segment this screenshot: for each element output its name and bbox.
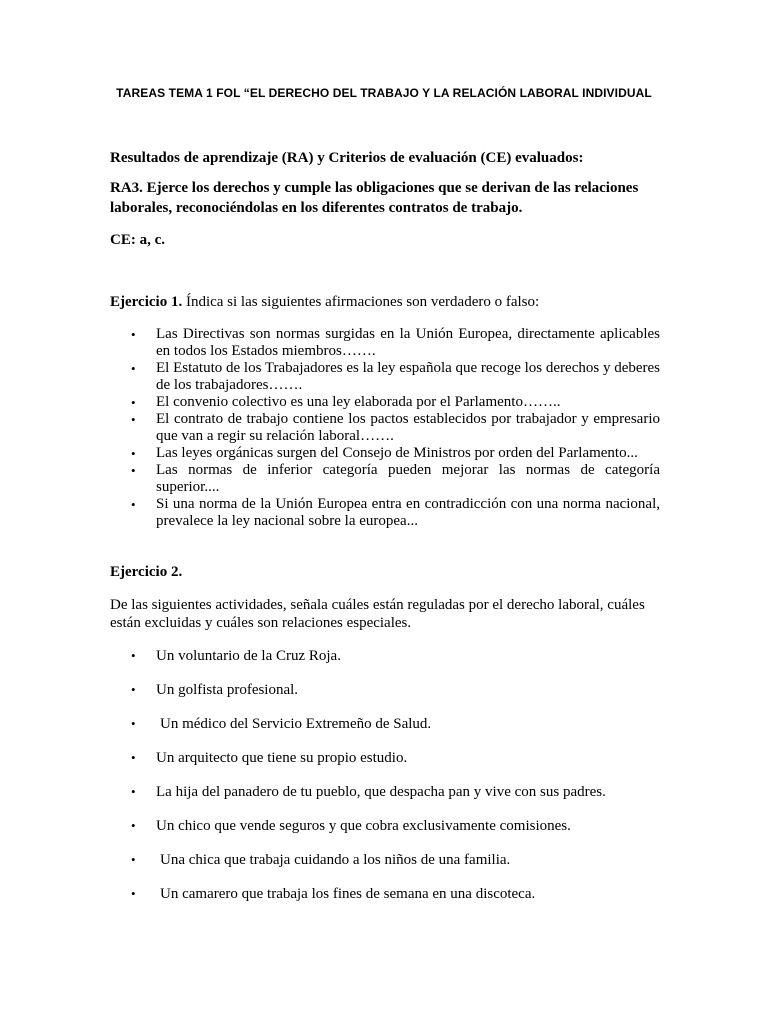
list-item-text: Un arquitecto que tiene su propio estudio. bbox=[156, 750, 408, 766]
bullet-icon: • bbox=[131, 750, 136, 765]
list-item bbox=[110, 850, 660, 884]
exercise1-heading bbox=[110, 292, 660, 312]
ra-heading: Resultados de aprendizaje (RA) y Criterios de evaluación (CE) evaluados: bbox=[110, 150, 584, 166]
bullet-icon: • bbox=[131, 886, 136, 901]
list-item bbox=[110, 394, 660, 411]
list-item bbox=[110, 646, 660, 680]
bullet-icon: • bbox=[131, 682, 136, 697]
bullet-icon: • bbox=[131, 446, 136, 461]
list-item bbox=[110, 782, 660, 816]
list-item-text: Las normas de inferior categoría pueden mejorar las normas de categoría superior.... bbox=[156, 462, 660, 495]
exercise2-instruction: De las siguientes actividades, señala cuáles están reguladas por el derecho laboral, cuáles están excluidas y cuáles son relaciones especiales. bbox=[110, 597, 645, 631]
list-item-text: Un camarero que trabaja los fines de semana en una discoteca. bbox=[160, 886, 536, 902]
bullet-icon: • bbox=[131, 395, 136, 410]
list-item-text: Un médico del Servicio Extremeño de Salud. bbox=[160, 716, 432, 732]
list-item bbox=[110, 496, 660, 530]
exercise1-label: Ejercicio 1. bbox=[110, 294, 183, 310]
document-title: TAREAS TEMA 1 FOL “EL DERECHO DEL TRABAJO Y LA RELACIÓN LABORAL INDIVIDUAL bbox=[116, 86, 652, 100]
list-item bbox=[110, 816, 660, 850]
list-item bbox=[110, 445, 660, 462]
list-item-text: Si una norma de la Unión Europea entra en contradicción con una norma nacional, prevalece la ley nacional sobre la europea... bbox=[156, 496, 660, 529]
list-item-text: La hija del panadero de tu pueblo, que despacha pan y vive con sus padres. bbox=[156, 784, 606, 800]
list-item-text: El Estatuto de los Trabajadores es la ley española que recoge los derechos y deberes de los trabajadores……. bbox=[156, 360, 661, 393]
list-item-text: Una chica que trabaja cuidando a los niños de una familia. bbox=[160, 852, 511, 868]
list-item bbox=[110, 748, 660, 782]
bullet-icon: • bbox=[131, 648, 136, 663]
bullet-icon: • bbox=[131, 327, 136, 342]
list-item bbox=[110, 680, 660, 714]
bullet-icon: • bbox=[131, 818, 136, 833]
list-item-text: Un golfista profesional. bbox=[156, 682, 299, 698]
list-item-text: Un voluntario de la Cruz Roja. bbox=[156, 648, 341, 664]
bullet-icon: • bbox=[131, 361, 136, 376]
list-item-text: Un chico que vende seguros y que cobra exclusivamente comisiones. bbox=[156, 818, 571, 834]
exercise2-list bbox=[110, 646, 660, 918]
ra3-statement: RA3. Ejerce los derechos y cumple las obligaciones que se derivan de las relaciones laborales, reconociéndolas en los diferentes contratos de trabajo. bbox=[110, 180, 639, 216]
list-item bbox=[110, 411, 660, 445]
bullet-icon: • bbox=[131, 463, 136, 478]
bullet-icon: • bbox=[131, 784, 136, 799]
list-item-text: El convenio colectivo es una ley elaborada por el Parlamento…….. bbox=[156, 394, 561, 410]
exercise1-list bbox=[110, 326, 660, 530]
bullet-icon: • bbox=[131, 412, 136, 427]
bullet-icon: • bbox=[131, 497, 136, 512]
list-item bbox=[110, 884, 660, 918]
list-item-text: El contrato de trabajo contiene los pactos establecidos por trabajador y empresario que van a regir su relación laboral……. bbox=[156, 411, 660, 444]
list-item bbox=[110, 462, 660, 496]
list-item bbox=[110, 326, 660, 360]
ce-criteria: CE: a, c. bbox=[110, 232, 165, 248]
list-item-text: Las Directivas son normas surgidas en la Unión Europea, directamente aplicables en todos los Estados miembros……. bbox=[156, 326, 660, 359]
bullet-icon: • bbox=[131, 852, 136, 867]
exercise1-instruction: Índica si las siguientes afirmaciones son verdadero o falso: bbox=[182, 294, 540, 310]
list-item bbox=[110, 360, 660, 394]
list-item-text: Las leyes orgánicas surgen del Consejo de Ministros por orden del Parlamento... bbox=[156, 445, 638, 461]
list-item bbox=[110, 714, 660, 748]
bullet-icon: • bbox=[131, 716, 136, 731]
exercise2-heading: Ejercicio 2. bbox=[110, 564, 183, 580]
